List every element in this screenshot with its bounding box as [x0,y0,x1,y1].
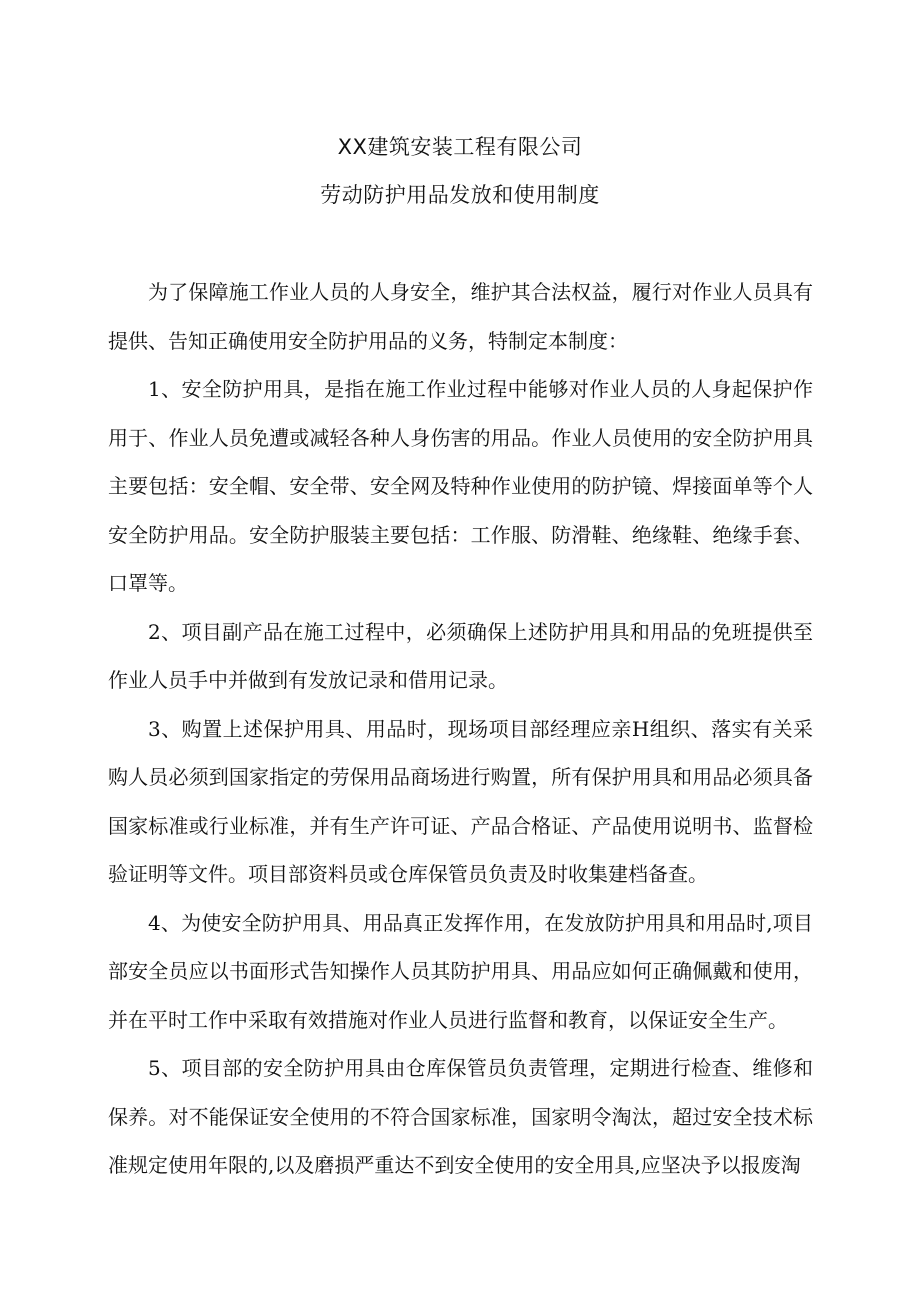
company-title: XX建筑安装工程有限公司 [337,135,583,159]
clause-4-paragraph: 4、为使安全防护用具、用品真正发挥作用，在发放防护用具和用品时,项目部安全员应以书面形式告知操作人员其防护用具、用品应如何正确佩戴和使用，并在平时工作中采取有效措施对作业人员进行监督和教育，以保证安全生产。 [108,910,813,1032]
document-title: 劳动防护用品发放和使用制度 [320,183,600,207]
clause-1-paragraph: 1、安全防护用具，是指在施工作业过程中能够对作业人员的人身起保护作用于、作业人员免遭或减轻各种人身伤害的用品。作业人员使用的安全防护用具主要包括：安全帽、安全带、安全网及特种作业使用的防护镜、焊接面单等个人安全防护用品。安全防护服装主要包括：工作服、防滑鞋、绝缘鞋、绝缘手套、口罩等。 [108,377,813,595]
clause-3-paragraph: 3、购置上述保护用具、用品时，现场项目部经理应亲H组织、落实有关采购人员必须到国家指定的劳保用品商场进行购置，所有保护用具和用品必须具备国家标准或行业标准，并有生产许可证、产品合格证、产品使用说明书、监督检验证明等文件。项目部资料员或仓库保管员负责及时收集建档备查。 [108,716,813,886]
intro-paragraph: 为了保障施工作业人员的人身安全，维护其合法权益，履行对作业人员具有提供、告知正确使用安全防护用品的义务，特制定本制度： [108,280,813,353]
document-body [108,268,813,1190]
clause-2-paragraph: 2、项目副产品在施工过程中，必须确保上述防护用具和用品的免班提供至作业人员手中并做到有发放记录和借用记录。 [108,619,813,692]
clause-5-paragraph: 5、项目部的安全防护用具由仓库保管员负责管理，定期进行检查、维修和保养。对不能保证安全使用的不符合国家标准，国家明令淘汰，超过安全技术标准规定使用年限的,以及磨损严重达不到安全使用的安全用具,应坚决予以报废淘 [108,1056,813,1177]
